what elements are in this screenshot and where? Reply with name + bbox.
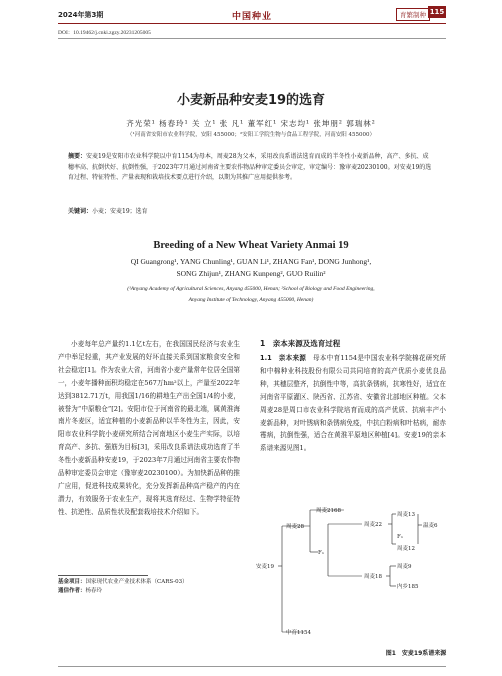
authors-en-line2: SONG Zhijun¹, ZHANG Kunpeng², GUO Ruilin² [176, 269, 326, 278]
title-en: Breeding of a New Wheat Variety Anmai 19 [153, 240, 349, 251]
footnote-rule [58, 575, 148, 576]
intro-paragraph: 小麦每年总产量约1.1亿t左右，在我国国民经济与农业生产中举足轻重，其产业发展的好坏直接关系到国家粮食安全和社会稳定[1]。作为农业大省，河南省小麦产量常年位居全国第一，小麦年播种面积均稳定在567万hm²以上，产量至2022年达到3812.71万t，用我国1/16的耕地生产出全国1/4的小麦，被誉为“中原粮仓”[2]。安阳市位于河南省的最北端，属黄淮海南片冬麦区，适宜种植的小麦新品种以半冬性为主，因此，安阳市农业科学院小麦研究所结合河南地区小麦生产实际，以培育高产、多抗、强筋为目标[3]，采用改良系谱法成功选育了半冬性小麦新品种安麦19，于2023年7月通过河南省主要农作物品种审定委员会审定（豫审麦20230100）。为加快新品种的推广应用，促进科技成果转化，充分发挥新品种高产稳产的内在潜力，有效服务于农业生产，现将其选育经过、生物学特征特性、抗逆性、品质性状及配套栽培技术介绍如下。 [58, 340, 240, 516]
affiliation-en-line2: Anyang Institute of Technology, Anyang 455000, Henan) [188, 297, 314, 303]
tree-f1-right: F₁ [397, 534, 404, 540]
page-number: 115 [429, 8, 445, 16]
keywords-label: 关键词： [68, 208, 93, 215]
keywords-text: 小麦；安麦19；选育 [92, 208, 148, 215]
tree-zhou18: 周麦18 [364, 574, 382, 580]
footer-rule [58, 666, 446, 667]
section-tag: 育繁制种 [396, 8, 430, 21]
authors-en-line1: QI Guangrong¹, YANG Chunling¹, GUAN Li¹, ZHANG Fan¹, DONG Junhong¹, [130, 257, 372, 266]
tree-wenmai6: 温麦6 [423, 523, 438, 529]
authors-cn: 齐光荣¹ 杨春玲¹ 关 立¹ 张 凡¹ 董军红¹ 宋志均¹ 张坤朋² 郭瑞林² [126, 119, 376, 128]
figure-caption [0, 648, 502, 657]
authors-en [0, 256, 502, 280]
corresponding-text: 杨春玲 [85, 588, 103, 594]
doi-rule [58, 38, 446, 39]
affiliation-en-line1: (¹Anyang Academy of Agricultural Sciences, Anyang 455000, Henan; ²School of Biology and Food Engineering, [127, 286, 375, 292]
tree-father: 周麦28 [286, 524, 304, 530]
corresponding-label: 通信作者： [58, 588, 86, 594]
pedigree-diagram [256, 508, 446, 650]
title-cn: 小麦新品种安麦19的选育 [176, 93, 326, 108]
journal-logo: 中国种业 [232, 12, 273, 22]
section-1-title: 1 亲本来源及选育过程 [260, 339, 341, 348]
fund-text: 国家现代农业产业技术体系（CARS-03） [85, 579, 188, 585]
tree-zhou22: 周麦22 [364, 522, 382, 528]
keywords [68, 206, 148, 215]
page-header [0, 0, 502, 30]
tree-mother: 中育1154 [286, 630, 311, 636]
journal-issue: 2024年第3期 [58, 11, 104, 19]
footnote [58, 578, 188, 596]
tree-neixiang185: 内乡185 [397, 584, 419, 590]
affiliation-cn: （¹河南省安阳市农业科学院，安阳 455000；²安阳工学院生物与食品工程学院，河南安阳 455000） [127, 132, 375, 138]
tree-zhou13: 周麦13 [397, 512, 415, 518]
header-rule [58, 23, 446, 24]
tree-f1-left: F₁ [318, 550, 325, 556]
section-1-1-title: 1.1 亲本来源 [260, 354, 307, 362]
tree-zhou2168: 周麦2168 [316, 508, 341, 514]
tree-zhou9: 周麦9 [397, 564, 412, 570]
abstract-text: 安麦19是安阳市农业科学院以中育1154为母本，周麦28为父本，采用改良系谱法选育而成的半冬性小麦新品种，高产、多抗、成穗率高、抗倒伏好、抗倒性强，于2023年7月通过河南省主要农作物品种审定委员会审定，审定编号：豫审麦20230100。对安麦19的选育过程、特征特性、产量表现和栽培技术要点进行介绍，以期为其推广应用提供参考。 [68, 153, 432, 181]
abstract-label: 摘要： [68, 153, 87, 160]
doi[interactable]: DOI：10.19462/j.cnki.zgzy.20231205005 [58, 30, 151, 36]
figure-caption-text: 图1 安麦19系谱来源 [385, 650, 447, 657]
section-1-1 [260, 352, 446, 455]
fund-label: 基金项目： [58, 579, 86, 585]
section-1-1-text: 母本中育1154是中国农业科学院棉花研究所和中棉种业科技股份有限公司共同培育的高产优质小麦优良品种，其穗层整齐，抗倒性中等，高抗条锈病，抗寒性好，适宜在河南省平原灌区、陕西省、江苏省、安徽省北部地区种植。父本周麦28是周口市农业科学院培育而成的高产优质、抗病丰产小麦新品种，对叶锈病和条锈病免疫，中抗白粉病和叶枯病，耐赤霉病，抗倒性强，适合在黄淮平原地区种植[4]。安麦19的亲本系谱来源见图1。 [260, 354, 446, 453]
affiliation-en [0, 284, 502, 306]
abstract [68, 152, 434, 184]
tree-root: 安麦19 [256, 564, 274, 570]
tree-zhou12: 周麦12 [397, 546, 415, 552]
